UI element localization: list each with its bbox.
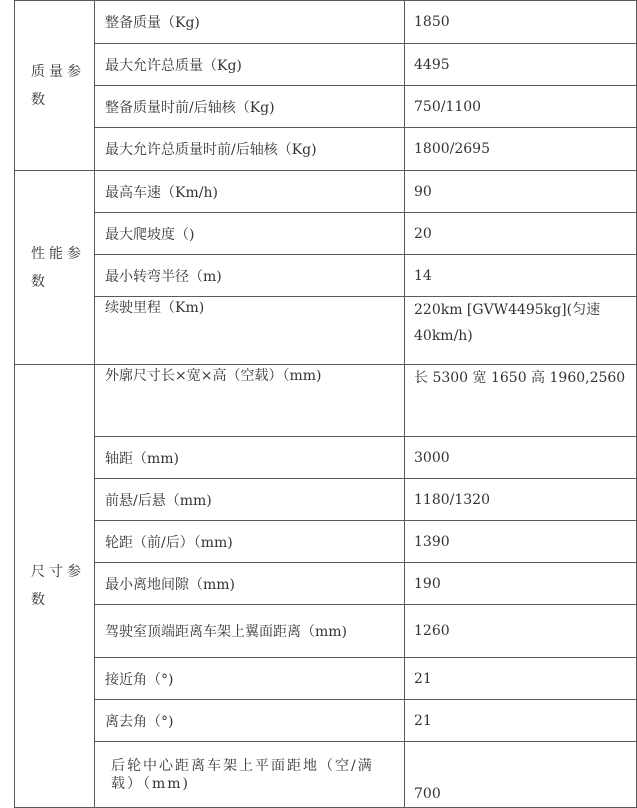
row-label: 前悬/后悬（mm) (95, 479, 405, 521)
row-label: 最高车速（Km/h) (95, 171, 405, 213)
table-row (15, 44, 637, 86)
row-label: 续驶里程（Km) (95, 297, 405, 365)
table-row (15, 365, 637, 437)
row-label: 最小离地间隙（mm) (95, 563, 405, 605)
table-row (15, 1, 637, 44)
row-value: 1800/2695 (405, 128, 637, 171)
row-value: 4495 (405, 44, 637, 86)
row-value: 14 (405, 255, 637, 297)
table-row (15, 742, 637, 808)
group-label-quality: 质量参 数 (15, 1, 95, 171)
row-label: 整备质量（Kg) (95, 1, 405, 44)
row-label: 最大爬坡度（) (95, 213, 405, 255)
row-label: 最大允许总质量（Kg) (95, 44, 405, 86)
row-value: 1850 (405, 1, 637, 44)
table-row (15, 563, 637, 605)
table-row (15, 128, 637, 171)
table-row (15, 213, 637, 255)
row-value: 1390 (405, 521, 637, 563)
row-value: 90 (405, 171, 637, 213)
row-label: 驾驶室顶端距离车架上翼面距离（mm) (95, 605, 405, 658)
row-label: 离去角（°) (95, 700, 405, 742)
table-row (15, 255, 637, 297)
group-label-performance: 性能参 数 (15, 171, 95, 365)
row-label: 最大允许总质量时前/后轴核（Kg) (95, 128, 405, 171)
table-row (15, 297, 637, 365)
row-value: 21 (405, 658, 637, 700)
table-row (15, 437, 637, 479)
table-row (15, 605, 637, 658)
row-label: 接近角（°) (95, 658, 405, 700)
row-label: 最小转弯半径（m) (95, 255, 405, 297)
row-label: 整备质量时前/后轴核（Kg) (95, 86, 405, 128)
row-label: 外廓尺寸长×宽×高（空载）（mm) (95, 365, 405, 437)
table-row (15, 479, 637, 521)
row-value: 750/1100 (405, 86, 637, 128)
row-value: 1260 (405, 605, 637, 658)
row-value: 长 5300 宽 1650 高 1960,2560 (405, 365, 637, 437)
row-value: 1180/1320 (405, 479, 637, 521)
row-label: 轴距（mm) (95, 437, 405, 479)
spec-table (14, 0, 637, 808)
row-label: 后轮中心距离车架上平面距地（空/满载）（mm) (95, 742, 405, 808)
row-label: 轮距（前/后）（mm) (95, 521, 405, 563)
row-value: 190 (405, 563, 637, 605)
table-row (15, 521, 637, 563)
row-value: 220km [GVW4495kg](匀速 40km/h) (405, 297, 637, 365)
row-value: 3000 (405, 437, 637, 479)
table-row (15, 658, 637, 700)
table-row (15, 171, 637, 213)
table-row (15, 700, 637, 742)
table-row (15, 86, 637, 128)
group-label-dimensions: 尺寸参 数 (15, 365, 95, 808)
row-value: 700 (405, 742, 637, 808)
row-value: 21 (405, 700, 637, 742)
row-value: 20 (405, 213, 637, 255)
